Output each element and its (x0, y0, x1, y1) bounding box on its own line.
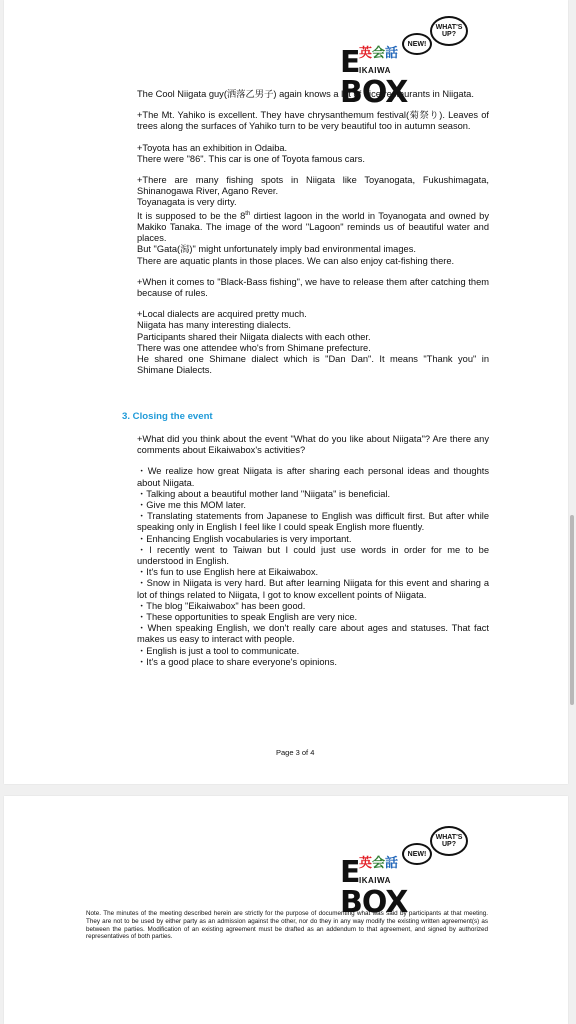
list-item: ・Give me this MOM later. (137, 500, 247, 511)
black-bass-paragraph: +When it comes to "Black-Bass fishing", we have to release them after catching them because of rules. (137, 276, 489, 298)
vertical-scrollbar[interactable] (570, 515, 574, 705)
whats-up-bubble: WHAT'S UP? (430, 16, 468, 46)
intro-paragraph: The Cool Niigata guy(洒落乙男子) again knows a lot of nice restaurants in Niigata. (137, 89, 474, 99)
logo-brand: EBOX (340, 45, 408, 110)
list-item: ・I recently went to Taiwan but I could just use words in order for me to be understood in English. (137, 544, 489, 567)
list-item: ・Translating statements from Japanese to English was difficult first. But after while speaking only in English I feel like I could speak English more fluently. (137, 511, 489, 533)
list-item: ・The blog "Eikaiwabox" has been good. (137, 600, 306, 611)
eikaiwa-box-logo-page-4 (340, 826, 490, 920)
yahiko-paragraph: +The Mt. Yahiko is excellent. They have chrysanthemum festival(菊祭り). Leaves of trees along the surfaces of Yahiko turn to be very beautiful too in autumn season. (137, 110, 489, 132)
list-item: ・English is just a tool to communicate. (137, 645, 300, 656)
list-item: ・When speaking English, we don't really care about ages and statuses. That fact makes us easy to interact with people. (137, 623, 489, 645)
list-item: ・Enhancing English vocabularies is very important. (137, 533, 352, 544)
closing-question: +What did you think about the event "What do you like about Niigata"? Are there any comments about Eikaiwabox's activities? (137, 434, 489, 456)
new-bubble: NEW! (402, 33, 432, 55)
logo-subtext: IKAIWA (359, 876, 391, 885)
page-number: Page 3 of 4 (276, 748, 315, 757)
fishing-paragraph: +There are many fishing spots in Niigata like Toyanogata, Fukushimagata, Shinanogawa River, Agano Rever. Toyanagata is very dirty. It is supposed to be the 8th dirtiest lagoon in the world in Toyanogata and owned by Makiko Tanaka. The image of the word "Lagoon" reminds us of beautiful water and places. But "Gata(潟)" might unfortunately imply bad environmental images. There are aquatic plants in those places. We can also enjoy cat-fishing there. (137, 175, 489, 266)
list-item: ・We realize how great Niigata is after sharing each personal ideas and thoughts about Niigata. (137, 466, 489, 488)
closing-event-heading: 3. Closing the event (122, 411, 213, 422)
list-item: ・It's a good place to share everyone's opinions. (137, 656, 337, 667)
whats-up-bubble: WHAT'S UP? (430, 826, 468, 856)
page-3-body (137, 89, 489, 386)
list-item: ・It's fun to use English here at Eikaiwabox. (137, 567, 319, 578)
logo-kanji: 英会話 (359, 45, 399, 60)
minutes-disclaimer-note: Note. The minutes of the meeting described herein are strictly for the purpose of documenting what was said by participants at that meeting. They are not to be used by either party as an admission against the other, nor do they in any way modify the existing written agreement(s) as between the parties. Modification of an existing agreement must be drafted as an addendum to that agreement, and signed by authorized representatives of both parties. (86, 910, 488, 941)
logo-subtext: IKAIWA (359, 66, 391, 75)
list-item: ・Snow in Niigata is very hard. But after learning Niigata for this event and sharing a lot of things related to Niigata, I got to know excellent points of Niigata. (137, 578, 489, 600)
dialects-paragraph: +Local dialects are acquired pretty much. Niigata has many interesting dialects. Participants shared their Niigata dialects with each other. There was one attendee who's from Shimane prefecture. He shared one Shimane dialect which is "Dan Dan". It means "Thank you" in Shimane Dialects. (137, 309, 489, 376)
comments-list (137, 466, 489, 668)
closing-section-body (137, 434, 489, 668)
logo-brand: EBOX (340, 855, 408, 920)
logo-kanji: 英会話 (359, 855, 399, 870)
list-item: ・These opportunities to speak English are very nice. (137, 612, 358, 623)
list-item: ・Talking about a beautiful mother land "Niigata" is beneficial. (137, 488, 391, 499)
new-bubble: NEW! (402, 843, 432, 865)
eikaiwa-box-logo (340, 16, 490, 110)
toyota-paragraph: +Toyota has an exhibition in Odaiba. There were "86". This car is one of Toyota famous cars. (137, 142, 365, 164)
